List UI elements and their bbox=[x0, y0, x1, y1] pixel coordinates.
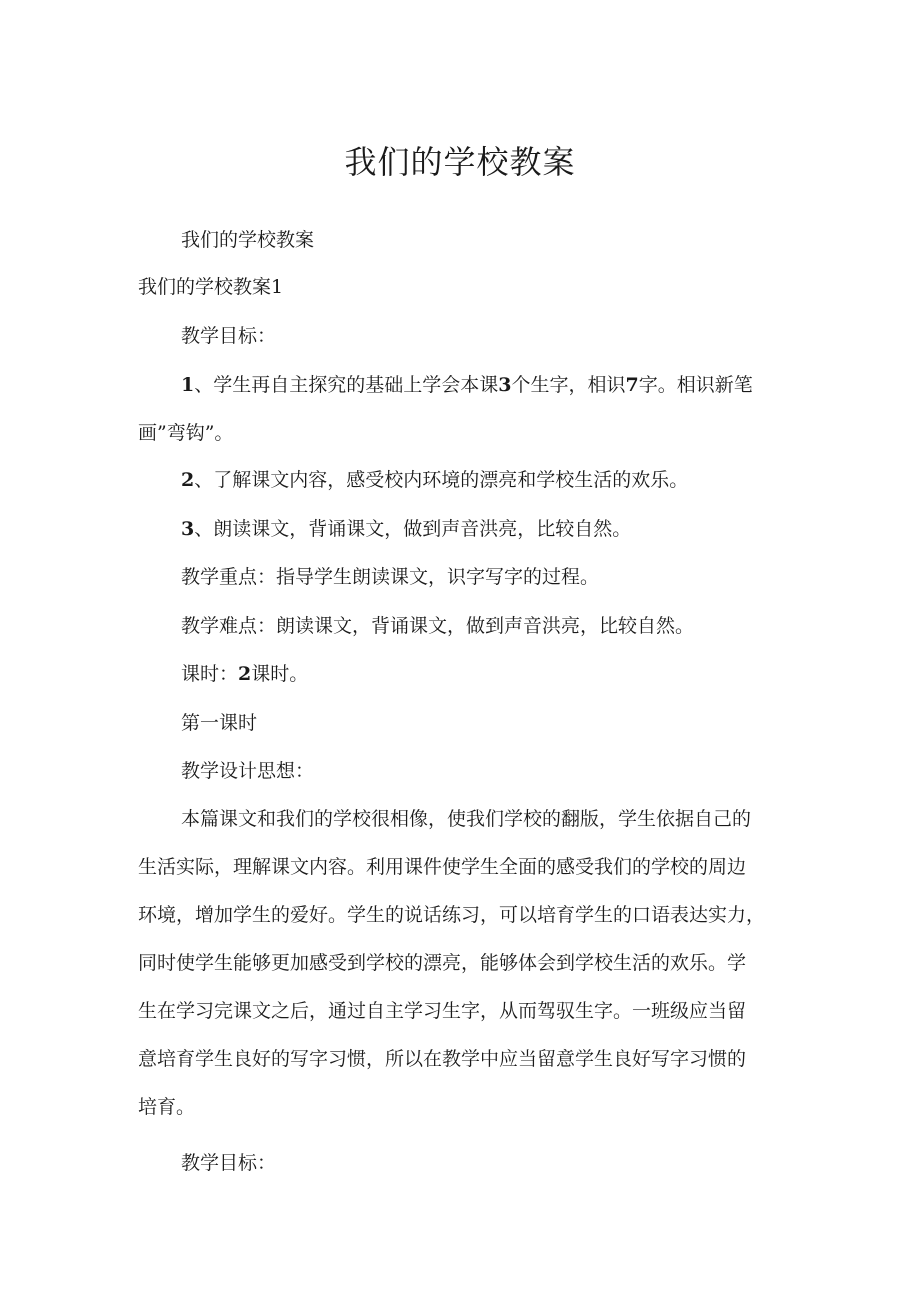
goal-item-1 bbox=[181, 371, 753, 399]
difficulty: 教学难点：朗读课文，背诵课文，做到声音洪亮，比较自然。 bbox=[181, 615, 695, 637]
goal-number: 3 bbox=[181, 518, 195, 540]
design-label: 教学设计思想： bbox=[181, 760, 315, 782]
design-paragraph-line: 意培育学生良好的写字习惯，所以在教学中应当留意学生良好写字习惯的 bbox=[138, 1048, 747, 1070]
goal-number: 1 bbox=[181, 374, 195, 396]
goal-text: 、学生再自主探究的基础上学会本课 bbox=[194, 374, 499, 396]
key-point: 教学重点：指导学生朗读课文，识字写字的过程。 bbox=[181, 566, 600, 588]
goal-item-3 bbox=[181, 515, 631, 543]
goal-text: 字。相识新笔 bbox=[638, 374, 753, 396]
goal-text: 、了解课文内容，感受校内环境的漂亮和学校生活的欢乐。 bbox=[194, 469, 689, 491]
design-paragraph-line: 生活实际，理解课文内容。利用课件使学生全面的感受我们的学校的周边 bbox=[138, 856, 747, 878]
goal-item-1-continuation: 画”弯钩”。 bbox=[138, 422, 234, 444]
goal-count-recognize: 7 bbox=[625, 374, 639, 396]
design-paragraph-line: 生在学习完课文之后，通过自主学习生字，从而驾驭生字。一班级应当留 bbox=[138, 1000, 747, 1022]
subtitle: 我们的学校教案 bbox=[181, 229, 315, 251]
design-paragraph-line: 环境，增加学生的爱好。学生的说话练习，可以培育学生的口语表达实力， bbox=[138, 904, 766, 926]
hours-number: 2 bbox=[238, 663, 252, 685]
hours-suffix: 课时。 bbox=[251, 663, 309, 685]
section-heading: 我们的学校教案1 bbox=[138, 276, 284, 298]
document-title: 我们的学校教案 bbox=[344, 143, 576, 181]
goal-number: 2 bbox=[181, 469, 195, 491]
goal-text: 、朗读课文，背诵课文，做到声音洪亮，比较自然。 bbox=[194, 518, 632, 540]
teaching-goals-label: 教学目标： bbox=[181, 325, 277, 347]
design-paragraph-line: 同时使学生能够更加感受到学校的漂亮，能够体会到学校生活的欢乐。学 bbox=[138, 952, 747, 974]
design-paragraph-line: 培育。 bbox=[138, 1096, 196, 1118]
goal-count-characters: 3 bbox=[498, 374, 512, 396]
design-paragraph-line: 本篇课文和我们的学校很相像，使我们学校的翻版，学生依据自己的 bbox=[181, 808, 752, 830]
hours-prefix: 课时： bbox=[181, 663, 239, 685]
lesson-hours bbox=[181, 660, 308, 688]
goal-item-2 bbox=[181, 466, 688, 494]
teaching-goals-label-2: 教学目标： bbox=[181, 1152, 277, 1174]
goal-text: 个生字，相识 bbox=[511, 374, 626, 396]
first-lesson-heading: 第一课时 bbox=[181, 712, 258, 734]
